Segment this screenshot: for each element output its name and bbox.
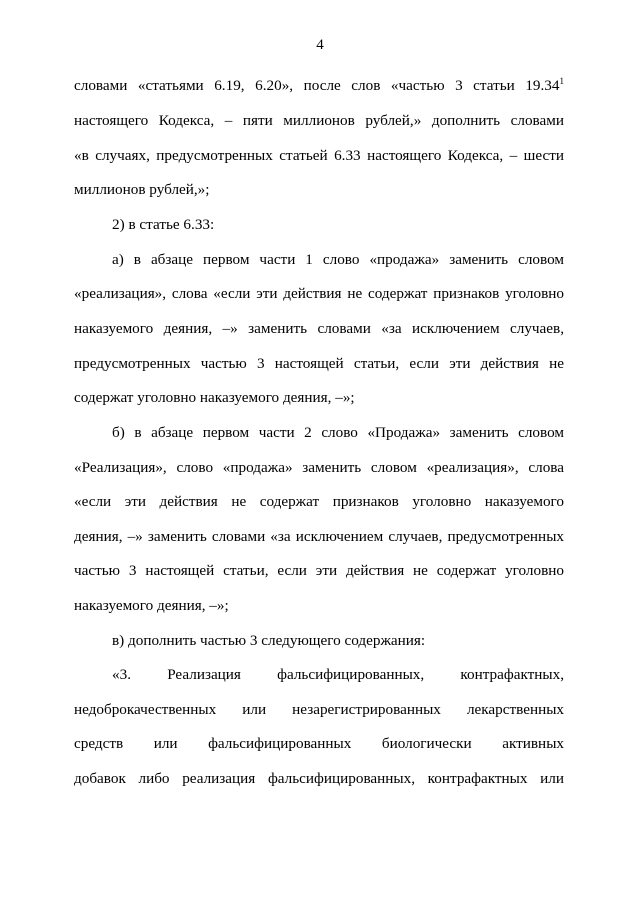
text-line: б) в абзаце первом части 2 слово «Продажа» заменить словом [112, 424, 564, 441]
text-line: наказуемого деяния, –»; [74, 597, 229, 614]
text-line: содержат уголовно наказуемого деяния, –»; [74, 389, 355, 406]
page-number: 4 [316, 37, 324, 53]
text-line: «Реализация», слово «продажа» заменить словом «реализация», слова [74, 459, 564, 476]
text-line: «3. Реализация фальсифицированных, контрафактных, [112, 666, 564, 683]
text-line: «в случаях, предусмотренных статьей 6.33 настоящего Кодекса, – шести [74, 147, 564, 164]
text-line: в) дополнить частью 3 следующего содержания: [112, 632, 426, 649]
superscript: 1 [559, 75, 564, 86]
text-line: «реализация», слова «если эти действия не содержат признаков уголовно [74, 285, 564, 302]
text-line: миллионов рублей,»; [74, 181, 210, 198]
text-line: недоброкачественных или незарегистрированных лекарственных [74, 701, 564, 718]
text-line: «если эти действия не содержат признаков уголовно наказуемого [74, 493, 564, 510]
text-line: 2) в статье 6.33: [112, 216, 215, 233]
text-line [74, 76, 564, 96]
text-line: предусмотренных частью 3 настоящей статьи, если эти действия не [74, 355, 564, 372]
text-line: деяния, –» заменить словами «за исключением случаев, предусмотренных [74, 528, 564, 545]
text-line: настоящего Кодекса, – пяти миллионов рублей,» дополнить словами [74, 112, 564, 129]
text-line: средств или фальсифицированных биологически активных [74, 735, 564, 752]
text-line: частью 3 настоящей статьи, если эти действия не содержат уголовно [74, 562, 564, 579]
text-line: а) в абзаце первом части 1 слово «продажа» заменить словом [112, 251, 564, 268]
text-line: наказуемого деяния, –» заменить словами «за исключением случаев, [74, 320, 564, 337]
text-line-content: словами «статьями 6.19, 6.20», после слов «частью 3 статьи 19.34 [74, 77, 560, 94]
text-line: добавок либо реализация фальсифицированных, контрафактных или [74, 770, 564, 787]
